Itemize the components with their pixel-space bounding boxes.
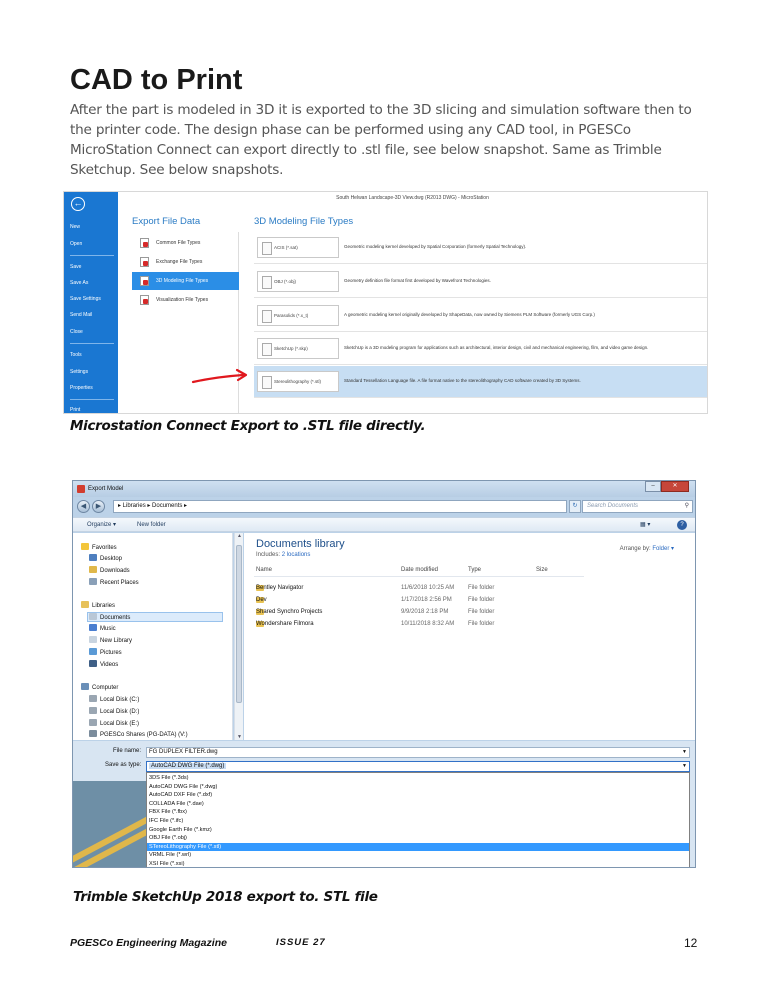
export-model-dialog <box>72 480 696 868</box>
nav-label: Local Disk (C:) <box>100 697 140 703</box>
category-label: Common File Types <box>156 240 201 246</box>
nav-label: Libraries <box>92 603 116 609</box>
file-name: Shared Synchro Projects <box>256 609 323 615</box>
downloads-icon <box>89 566 97 573</box>
caption-sketchup: Trimble SketchUp 2018 export to. STL file <box>73 889 378 905</box>
table-row[interactable] <box>256 585 586 596</box>
nav-new-library[interactable] <box>89 636 132 646</box>
file-type-button-sketchup[interactable]: SketchUp (*.skp) <box>257 338 339 359</box>
nav-divider <box>70 399 114 400</box>
nav-close[interactable]: Close <box>70 329 83 335</box>
nav-pgesco-shares[interactable] <box>89 730 188 740</box>
documents-icon <box>89 613 97 620</box>
file-type-row[interactable] <box>254 300 708 332</box>
music-icon <box>89 624 97 631</box>
nav-documents[interactable] <box>87 612 223 622</box>
file-type-icon <box>140 238 149 248</box>
type-option[interactable]: IFC File (*.ifc) <box>149 818 184 824</box>
library-icon <box>89 636 97 643</box>
file-type-row-selected[interactable] <box>254 366 708 398</box>
nav-label: Local Disk (D:) <box>100 709 140 715</box>
nav-music[interactable] <box>89 624 116 634</box>
type-option[interactable]: VRML File (*.wrl) <box>149 852 192 859</box>
drive-icon <box>89 695 97 702</box>
nav-save-settings[interactable]: Save Settings <box>70 296 101 302</box>
save-as-type-label: Save as type: <box>105 762 142 768</box>
file-type-button-acis[interactable]: ACIS (*.sat) <box>257 237 339 258</box>
dialog-toolbar <box>73 517 695 532</box>
file-name-label: File name: <box>113 748 142 754</box>
file-type-row[interactable] <box>254 232 708 264</box>
file-list-pane <box>244 533 696 740</box>
save-as-type-value: AutoCAD DWG File (*.dwg) <box>151 763 225 769</box>
red-arrow-icon <box>191 366 251 388</box>
nav-label: Favorites <box>92 545 117 551</box>
organize-button[interactable]: Organize ▾ <box>87 522 117 528</box>
file-type-icon <box>140 276 149 286</box>
file-type-description: SketchUp is a 3D modeling program for applications such as architectural, interior design, civil and mechanical engineering, film, and video game design. <box>344 345 649 350</box>
file-type-description: A geometric modeling kernel originally developed by ShapeData, now owned by Siemens PLM Software (formerly UGS Corp.) <box>344 312 595 317</box>
file-type-button-parasolids[interactable]: Parasolids (*.x_t) <box>257 305 339 326</box>
nav-local-d[interactable] <box>89 707 139 717</box>
file-date: 11/6/2018 10:25 AM <box>401 585 455 591</box>
category-visualization[interactable] <box>132 291 239 309</box>
table-row[interactable] <box>256 621 586 632</box>
nav-new[interactable]: New <box>70 224 81 230</box>
file-name: Dev <box>256 597 267 603</box>
nav-label: New Library <box>100 638 133 644</box>
arrange-by <box>620 545 674 552</box>
library-includes <box>256 552 310 558</box>
column-size[interactable]: Size <box>536 567 548 573</box>
computer-icon <box>81 683 89 690</box>
intro-paragraph: After the part is modeled in 3D it is exported to the 3D slicing and simulation software then to the printer code. The design phase can be performed using any CAD tool, in PGESCo MicroStation Connect can export directly to .stl file, see below snapshot. Same as Trimble Sketchup. See below snapshots. <box>70 102 692 178</box>
forward-icon[interactable]: ▶ <box>92 500 105 513</box>
column-date-modified[interactable]: Date modified <box>401 567 439 573</box>
nav-desktop[interactable] <box>89 554 122 564</box>
library-title: Documents library <box>256 538 345 550</box>
nav-divider <box>70 343 114 344</box>
nav-open[interactable]: Open <box>70 241 83 247</box>
scroll-thumb[interactable] <box>236 545 242 703</box>
file-type-icon <box>140 295 149 305</box>
file-name-field[interactable] <box>146 747 690 758</box>
file-date: 10/11/2018 8:32 AM <box>401 621 455 627</box>
3d-modeling-types-heading: 3D Modeling File Types <box>254 216 354 227</box>
category-exchange[interactable] <box>132 253 239 271</box>
nav-label: Desktop <box>100 556 123 562</box>
footer-issue: ISSUE 27 <box>276 937 326 948</box>
nav-pictures[interactable] <box>89 648 122 658</box>
type-option[interactable]: OBJ File (*.obj) <box>149 835 187 842</box>
nav-label: Music <box>100 626 116 632</box>
search-icon: ⚲ <box>684 503 689 509</box>
refresh-icon[interactable]: ↻ <box>569 500 581 513</box>
libraries-icon <box>81 601 89 608</box>
column-type[interactable]: Type <box>468 567 482 573</box>
type-option-selected[interactable]: STereoLithography File (*.stl) <box>147 843 689 852</box>
new-folder-button[interactable]: New folder <box>137 522 166 528</box>
table-row[interactable] <box>256 597 586 608</box>
close-icon[interactable]: ✕ <box>661 481 689 492</box>
save-options-area <box>73 741 695 868</box>
file-date: 1/17/2018 2:56 PM <box>401 597 452 603</box>
sketchup-model-background <box>73 781 146 868</box>
chevron-down-icon[interactable]: ▼ <box>682 749 687 755</box>
network-drive-icon <box>89 730 97 737</box>
type-option[interactable]: 3DS File (*.3ds) <box>149 775 189 781</box>
microstation-export-screenshot <box>63 191 708 414</box>
window-title: South Helwan Landscape-3D View.dwg (R2013 DWG) - MicroStation <box>336 195 489 201</box>
type-option[interactable]: XSI File (*.xsi) <box>149 861 185 867</box>
save-as-type-dropdown-list <box>146 772 690 868</box>
nav-print[interactable]: Print <box>70 407 81 413</box>
scroll-up-icon[interactable]: ▲ <box>237 533 242 539</box>
nav-label: PGESCo Shares (PG-DATA) (V:) <box>100 732 188 738</box>
type-option[interactable]: Google Earth File (*.kmz) <box>149 826 212 833</box>
includes-link[interactable]: 2 locations <box>281 552 311 558</box>
recent-places-icon <box>89 578 97 585</box>
star-icon <box>81 543 89 550</box>
file-type-description: Geometric modeling kernel developed by Spatial Corporation (formerly Spatial Technology). <box>344 244 527 249</box>
nav-local-c[interactable] <box>89 695 139 705</box>
nav-save-as[interactable]: Save As <box>70 280 89 286</box>
nav-computer[interactable] <box>81 683 118 693</box>
type-option[interactable]: FBX File (*.fbx) <box>149 809 187 816</box>
search-input[interactable] <box>582 500 693 513</box>
type-option[interactable]: AutoCAD DXF File (*.dxf) <box>149 792 213 799</box>
column-name[interactable]: Name <box>256 567 273 573</box>
search-placeholder: Search Documents <box>587 503 639 509</box>
sketchup-app-icon <box>77 485 85 493</box>
category-common[interactable] <box>132 234 239 252</box>
file-type-icon <box>140 257 149 267</box>
nav-properties[interactable]: Properties <box>70 385 93 391</box>
nav-label: Pictures <box>100 650 122 656</box>
file-type: File folder <box>468 597 495 603</box>
back-icon[interactable]: ◀ <box>77 500 90 513</box>
backstage-nav <box>64 192 118 414</box>
page-title: CAD to Print <box>70 64 243 96</box>
nav-divider <box>70 255 114 256</box>
arrange-label: Arrange by: <box>619 546 651 552</box>
type-option[interactable]: AutoCAD DWG File (*.dwg) <box>149 783 218 790</box>
file-type: File folder <box>468 621 495 627</box>
header-divider <box>254 576 584 577</box>
category-3d-modeling[interactable] <box>132 272 239 290</box>
file-type-row[interactable] <box>254 266 708 298</box>
file-date: 9/9/2018 2:18 PM <box>401 609 449 615</box>
caption-microstation: Microstation Connect Export to .STL file directly. <box>70 418 426 434</box>
nav-libraries[interactable] <box>81 601 115 611</box>
category-label: 3D Modeling File Types <box>156 278 209 284</box>
file-type-button-stl[interactable]: Stereolithography (*.stl) <box>257 371 339 392</box>
help-icon[interactable]: ? <box>677 520 687 530</box>
export-file-data-heading: Export File Data <box>132 216 201 227</box>
file-type-description: Standard Tessellation Language file. A file format native to the stereolithography CAD software created by 3D Systems. <box>344 378 581 383</box>
file-type-description: Geometry definition file format first developed by Wavefront Technologies. <box>344 278 491 283</box>
minimize-icon[interactable]: – <box>645 481 661 492</box>
dialog-title: Export Model <box>88 486 124 492</box>
nav-videos[interactable] <box>89 660 118 670</box>
page-number: 12 <box>684 936 698 950</box>
nav-favorites[interactable] <box>81 543 117 553</box>
nav-label: Recent Places <box>100 580 139 586</box>
navigation-pane <box>73 533 233 740</box>
nav-save[interactable]: Save <box>70 264 82 270</box>
nav-recent-places[interactable] <box>89 578 139 588</box>
file-type-button-obj[interactable]: OBJ (*.obj) <box>257 271 339 292</box>
category-label: Visualization File Types <box>156 297 209 303</box>
chevron-down-icon[interactable]: ▼ <box>682 763 687 769</box>
back-arrow-icon[interactable]: ← <box>71 197 85 211</box>
includes-label: Includes: <box>256 552 281 558</box>
file-name-value: FG DUPLEX FILTER.dwg <box>149 749 218 755</box>
nav-scrollbar[interactable] <box>234 533 243 740</box>
pictures-icon <box>89 648 97 655</box>
nav-downloads[interactable] <box>89 566 130 576</box>
drive-icon <box>89 719 97 726</box>
file-name: Bentley Navigator <box>256 585 304 591</box>
view-options-icon[interactable]: ▦ ▾ <box>640 522 651 528</box>
footer-magazine: PGESCo Engineering Magazine <box>70 937 227 949</box>
nav-settings[interactable]: Settings <box>70 369 89 375</box>
nav-label: Documents <box>100 615 131 621</box>
desktop-icon <box>89 554 97 561</box>
file-type-row[interactable] <box>254 333 708 365</box>
nav-label: Local Disk (E:) <box>100 721 140 727</box>
videos-icon <box>89 660 97 667</box>
window-controls <box>645 481 689 493</box>
table-row[interactable] <box>256 609 586 620</box>
type-option[interactable]: COLLADA File (*.dae) <box>149 800 204 807</box>
nav-send-mail[interactable]: Send Mail <box>70 312 93 318</box>
nav-label: Computer <box>92 685 119 691</box>
model-stripe <box>73 795 146 866</box>
scroll-down-icon[interactable]: ▼ <box>237 734 242 740</box>
nav-local-e[interactable] <box>89 719 139 729</box>
nav-tools[interactable]: Tools <box>70 352 82 358</box>
address-bar-row <box>73 497 695 515</box>
category-label: Exchange File Types <box>156 259 203 265</box>
nav-label: Videos <box>100 662 119 668</box>
arrange-dropdown[interactable]: Folder ▾ <box>652 546 674 552</box>
file-type: File folder <box>468 585 495 591</box>
drive-icon <box>89 707 97 714</box>
address-bar[interactable]: ▸ Libraries ▸ Documents ▸ <box>113 500 567 513</box>
save-as-type-select[interactable] <box>146 761 690 772</box>
file-name: Wondershare Filmora <box>256 621 314 627</box>
dialog-titlebar <box>73 481 695 497</box>
file-type: File folder <box>468 609 495 615</box>
nav-label: Downloads <box>100 568 130 574</box>
